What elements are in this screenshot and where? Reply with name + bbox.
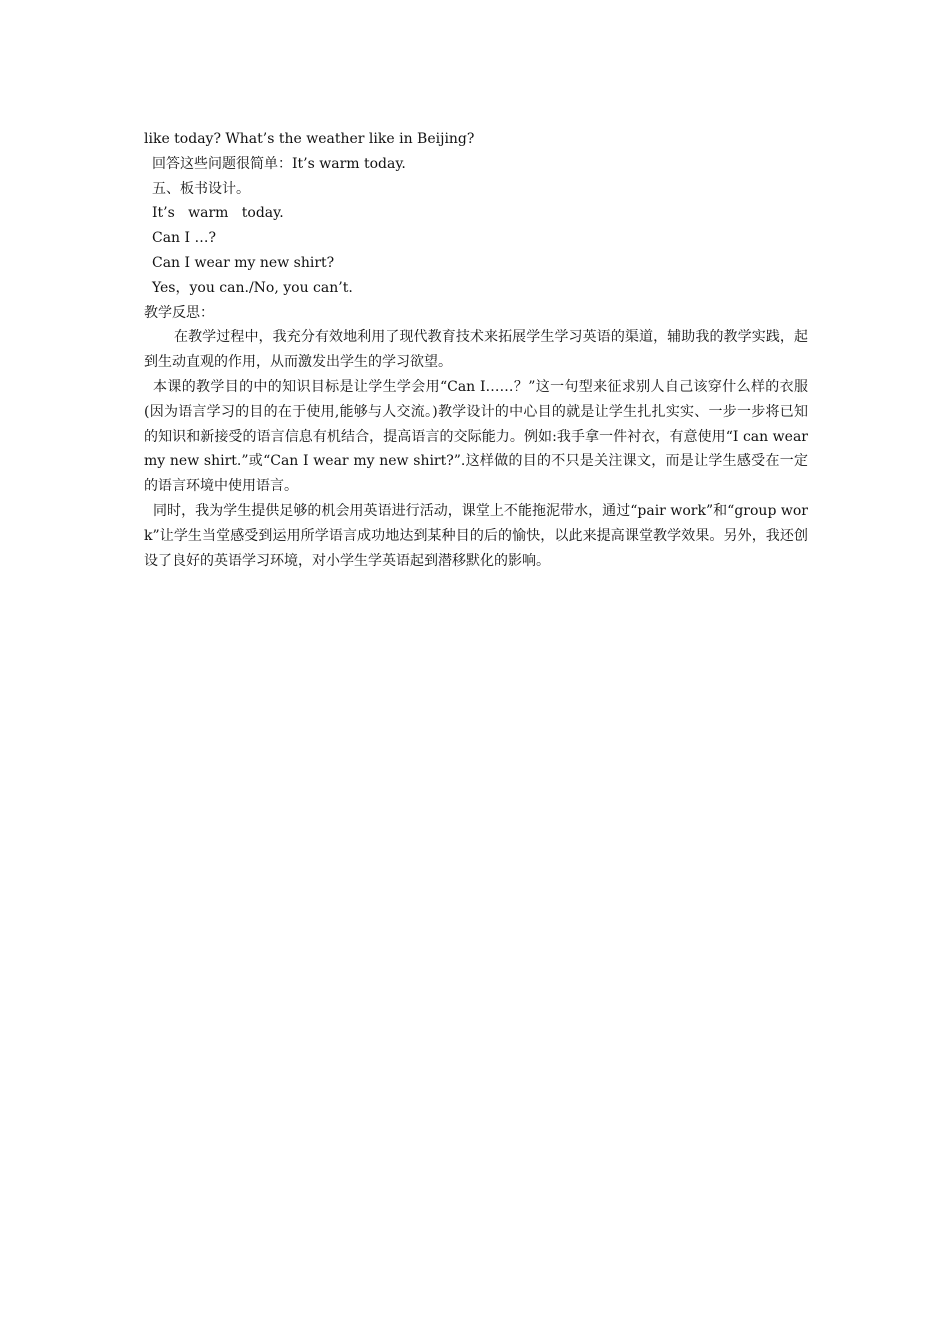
text-line: like today? What’s the weather like in Beijing?	[144, 131, 475, 147]
board-line: Can I …?	[152, 230, 217, 247]
reflection-paragraph: 本课的教学目的中的知识目标是让学生学会用“Can I……？”这一句型来征求别人自己该穿什么样的衣服(因为语言学习的目的在于使用,能够与人交流。)教学设计的中心目的就是让学生扎扎实实、一步一步将已知的知识和新接受的语言信息有机结合，提高语言的交际能力。例如:我手拿一件衬衣，有意使用“I can wear my new shirt.”或“Can I wear my new shirt?”.这样做的目的不只是关注课文，而是让学生感受在一定的语言环境中使用语言。	[144, 378, 808, 495]
reflection-paragraph: 同时，我为学生提供足够的机会用英语进行活动，课堂上不能拖泥带水，通过“pair work”和“group work”让学生当堂感受到运用所学语言成功地达到某种目的后的愉快，以此来提高课堂教学效果。另外，我还创设了良好的英语学习环境，对小学生学英语起到潜移默化的影响。	[144, 502, 808, 569]
board-line: It’s warm today.	[152, 205, 284, 222]
text-line: 回答这些问题很简单：It’s warm today.	[152, 155, 406, 172]
document-body	[144, 127, 808, 573]
section-heading: 五、板书设计。	[152, 180, 250, 197]
reflection-heading: 教学反思：	[144, 304, 214, 321]
board-line: Yes，you can./No, you can’t.	[152, 279, 353, 296]
reflection-paragraph: 在教学过程中，我充分有效地利用了现代教育技术来拓展学生学习英语的渠道，辅助我的教学实践，起到生动直观的作用，从而激发出学生的学习欲望。	[144, 329, 808, 371]
board-line: Can I wear my new shirt?	[152, 254, 335, 271]
